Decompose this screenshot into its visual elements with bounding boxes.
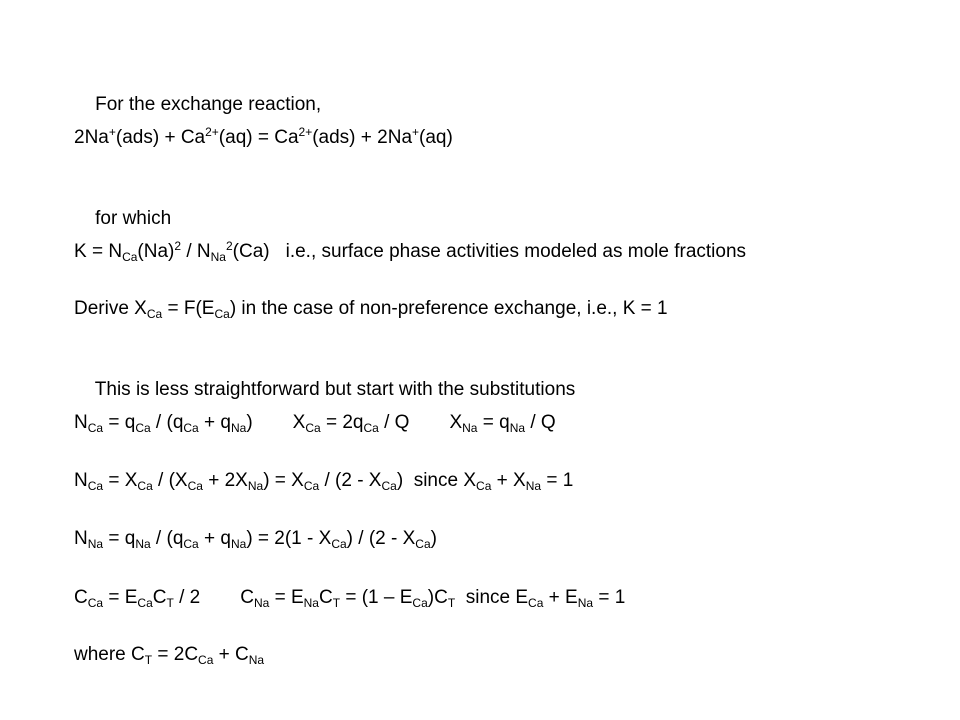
- sub2-text: + 2X: [202, 470, 248, 491]
- derive-text: ) in the case of non-preference exchange, i.e., K = 1: [229, 298, 668, 319]
- intro-text: For the exchange reaction,: [95, 94, 322, 115]
- k-note: i.e., surface phase activities modeled as mole fractions: [285, 241, 747, 262]
- sub2-text: = 1: [541, 470, 574, 491]
- eq-text: 2Na: [74, 127, 109, 148]
- derive-text: = F(E: [162, 298, 215, 319]
- sub4-sub: Ca: [528, 596, 544, 610]
- sub4-sub: T: [166, 596, 174, 610]
- sub2-sub: Ca: [381, 479, 397, 493]
- sub3-text: / (q: [150, 528, 184, 549]
- sub3-text: ) = 2(1 - X: [246, 528, 332, 549]
- sub2-text: ) = X: [263, 470, 304, 491]
- sub4-sub: T: [447, 596, 456, 610]
- eq-text: (ads) + Ca: [115, 127, 206, 148]
- derive-sub: Ca: [146, 307, 163, 321]
- sub4-sub: Na: [253, 596, 270, 610]
- sub1-text: N: [74, 412, 88, 433]
- equilibrium-constant: [74, 240, 746, 264]
- eq-text: (aq): [419, 127, 453, 148]
- sub4-text: )C: [427, 587, 448, 608]
- sub4-text: C: [318, 587, 333, 608]
- derive-sub: Ca: [214, 307, 230, 321]
- sub1-text: ): [246, 412, 253, 433]
- sub4-text: C: [152, 587, 167, 608]
- sub3-text: ): [430, 528, 437, 549]
- sub4-text: = E: [103, 587, 138, 608]
- sub3-sub: Na: [87, 537, 104, 551]
- sub2-text: = X: [103, 470, 138, 491]
- reaction-equation: [74, 126, 453, 150]
- total-concentration-line: [74, 643, 264, 667]
- sub2-text: ) since X: [396, 470, 477, 491]
- sub1-sub: Ca: [305, 421, 321, 435]
- eq-text: (ads) + 2Na: [312, 127, 413, 148]
- sub2-sub: Na: [247, 479, 264, 493]
- substitution-line-2: [74, 469, 573, 493]
- sub4-sub: Ca: [412, 596, 428, 610]
- total-sub: Ca: [198, 653, 214, 667]
- sub4-sub: Na: [303, 596, 319, 610]
- k-sup: 2: [225, 239, 233, 253]
- for-which-text: for which: [95, 208, 172, 229]
- sub4-text: / 2: [173, 587, 201, 608]
- sub1-text: + q: [198, 412, 231, 433]
- sub4-sub: Na: [577, 596, 594, 610]
- sub2-text: + X: [491, 470, 526, 491]
- sub3-text: = q: [103, 528, 136, 549]
- sub2-sub: Ca: [476, 479, 492, 493]
- sub2-text: / (2 - X: [319, 470, 382, 491]
- k-sub: Ca: [122, 250, 138, 264]
- sub2-sub: Ca: [137, 479, 153, 493]
- eq-sup: +: [412, 125, 420, 139]
- sub3-sub: Ca: [331, 537, 347, 551]
- sub3-text: ) / (2 - X: [346, 528, 416, 549]
- total-text: = 2C: [152, 644, 199, 665]
- sub1-text: = 2q: [320, 412, 364, 433]
- sub1-text: = q: [477, 412, 510, 433]
- sub2-sub: Ca: [303, 479, 320, 493]
- eq-sup: +: [108, 125, 116, 139]
- sub3-sub: Na: [135, 537, 151, 551]
- sub1-text: / Q: [378, 412, 410, 433]
- sub4-text: = (1 – E: [340, 587, 413, 608]
- sub4-text: C: [74, 587, 88, 608]
- sub2-sub: Ca: [187, 479, 203, 493]
- substitution-line-3: [74, 527, 437, 551]
- sub4-sub: T: [332, 596, 341, 610]
- sub4-text: = E: [269, 587, 304, 608]
- sub3-text: + q: [198, 528, 231, 549]
- sub2-sub: Na: [525, 479, 542, 493]
- sub4-sub: Ca: [137, 596, 153, 610]
- sub2-text: / (X: [152, 470, 188, 491]
- sub4-text: = 1: [593, 587, 626, 608]
- eq-sup: 2+: [205, 125, 219, 139]
- k-sup: 2: [174, 239, 182, 253]
- k-text: K = N: [74, 241, 123, 262]
- k-text: / N: [181, 241, 211, 262]
- sub3-sub: Ca: [415, 537, 431, 551]
- k-text: (Na): [137, 241, 175, 262]
- sub4-text: + E: [543, 587, 578, 608]
- sub1-sub: Ca: [363, 421, 379, 435]
- sub1-sub: Ca: [183, 421, 199, 435]
- sub1-text: = q: [103, 412, 136, 433]
- sub2-sub: Ca: [87, 479, 104, 493]
- sub4-text: C: [240, 587, 254, 608]
- substitution-line-1: [74, 411, 556, 435]
- total-text: + C: [213, 644, 249, 665]
- sub1-sub: Ca: [87, 421, 104, 435]
- total-sub: T: [144, 653, 153, 667]
- sub2-text: N: [74, 470, 88, 491]
- sub4-text: since E: [455, 587, 529, 608]
- sub1-sub: Na: [230, 421, 247, 435]
- substitution-line-4: [74, 586, 625, 610]
- eq-sup: 2+: [298, 125, 313, 139]
- sub3-text: N: [74, 528, 88, 549]
- total-text: where C: [74, 644, 145, 665]
- sub1-text: X: [449, 412, 463, 433]
- sub3-sub: Ca: [183, 537, 199, 551]
- total-sub: Na: [248, 653, 265, 667]
- k-sub: Na: [210, 250, 226, 264]
- sub4-sub: Ca: [87, 596, 104, 610]
- sub1-text: X: [292, 412, 306, 433]
- derive-text: Derive X: [74, 298, 147, 319]
- sub3-sub: Na: [230, 537, 247, 551]
- substitutions-text: This is less straightforward but start with the substitutions: [94, 379, 576, 400]
- derive-line: [74, 297, 668, 321]
- sub1-sub: Na: [462, 421, 478, 435]
- sub1-sub: Na: [509, 421, 526, 435]
- sub1-text: / (q: [150, 412, 184, 433]
- sub1-sub: Ca: [135, 421, 151, 435]
- k-text: (Ca): [232, 241, 270, 262]
- eq-text: (aq) = Ca: [218, 127, 299, 148]
- sub1-text: / Q: [525, 412, 556, 433]
